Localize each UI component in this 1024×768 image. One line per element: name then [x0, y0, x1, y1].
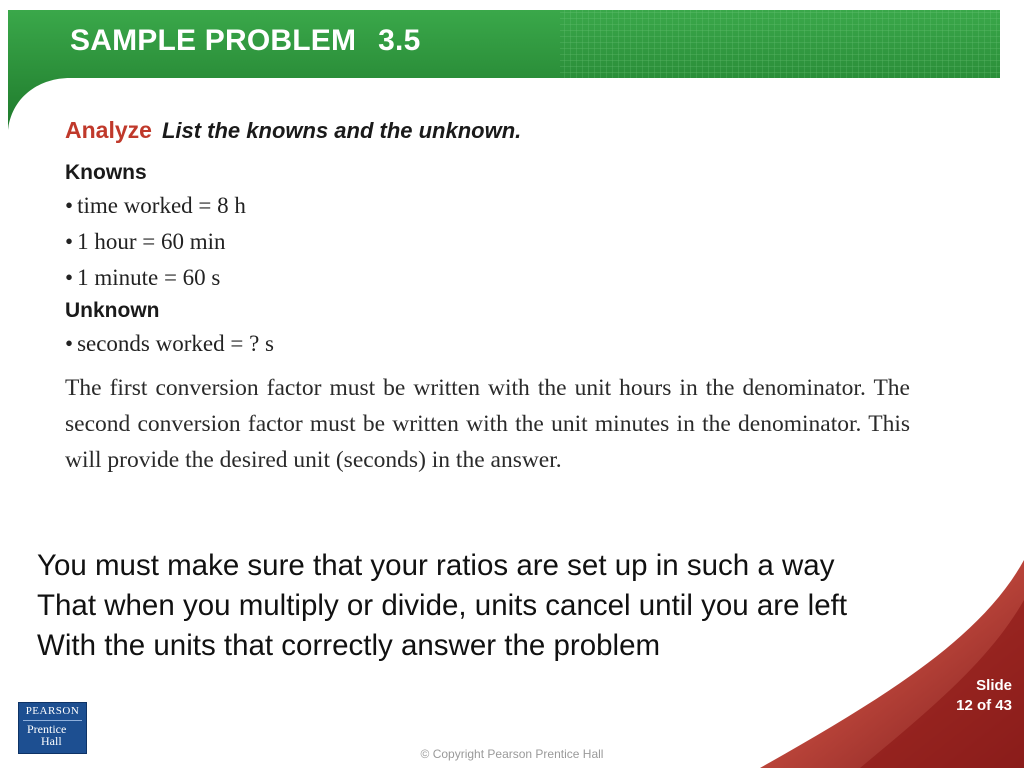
known-item: • 1 minute = 60 s [65, 260, 925, 296]
analyze-section [65, 112, 925, 478]
logo-divider [23, 720, 82, 721]
known-item: • time worked = 8 h [65, 188, 925, 224]
analyze-keyword: Analyze [65, 117, 152, 143]
known-item: • 1 hour = 60 min [65, 224, 925, 260]
copyright-text: © Copyright Pearson Prentice Hall [420, 747, 604, 761]
teacher-note [37, 546, 997, 666]
logo-line1: Prentice [27, 722, 67, 736]
logo-prentice-hall [27, 723, 66, 747]
title-number: 3.5 [378, 24, 421, 57]
slide-counter [956, 676, 1012, 716]
logo-pearson-text: PEARSON [25, 705, 80, 717]
unknown-item: • seconds worked = ? s [65, 326, 925, 362]
slide-label: Slide [976, 677, 1012, 694]
knowns-list [65, 188, 925, 296]
logo-line2: Hall [41, 734, 62, 748]
note-line: With the units that correctly answer the problem [37, 629, 661, 662]
note-line: You must make sure that your ratios are set up in such a way [37, 549, 835, 582]
note-line: That when you multiply or divide, units cancel until you are left [37, 589, 848, 622]
unknown-heading: Unknown [65, 299, 160, 322]
unknown-list [65, 326, 925, 362]
analyze-instruction: List the knowns and the unknown. [161, 118, 522, 143]
knowns-heading: Knowns [65, 161, 147, 184]
analyze-heading [65, 112, 925, 148]
slide-count: 12 of 43 [956, 697, 1012, 714]
explanation-paragraph: The first conversion factor must be written with the unit hours in the denominator. The second conversion factor must be written with the unit minutes in the denominator. This will provide the desired unit (seconds) in the answer. [65, 375, 910, 473]
title-text: SAMPLE PROBLEM [70, 24, 357, 57]
